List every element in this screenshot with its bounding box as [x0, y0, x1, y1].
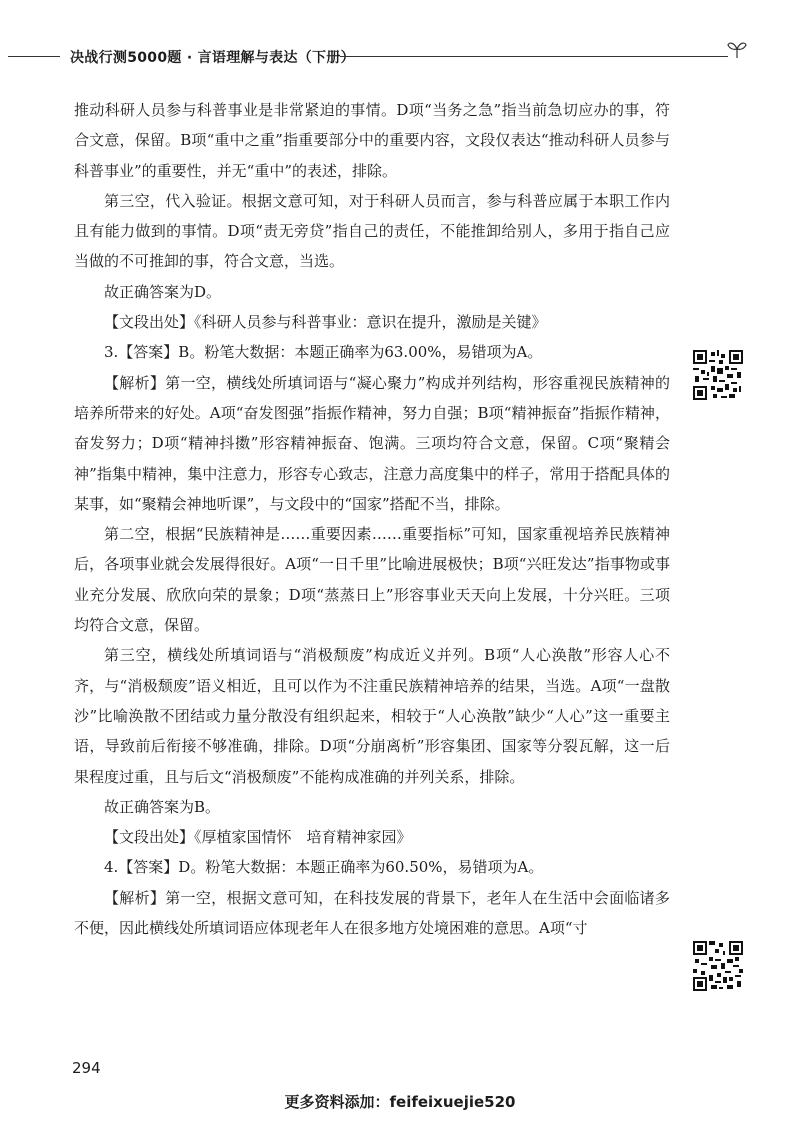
- question-answer-line: 4.【答案】D。粉笔大数据：本题正确率为60.50%，易错项为A。: [104, 858, 544, 877]
- paragraph: 第三空，代入验证。根据文意可知，对于科研人员而言，参与科普应属于本职工作内且有能力做到的事情。D项“责无旁贷”指自己的责任，不能推卸给别人，多用于指自己应当做的不可推卸的事，符合文意，当选。: [74, 191, 670, 271]
- header-rule-left: [8, 56, 60, 57]
- header-title: 决战行测5000题 · 言语理解与表达（下册）: [70, 50, 355, 66]
- paragraph: 推动科研人员参与科普事业是非常紧迫的事情。D项“当务之急”指当前急切应办的事，符合文意，保留。B项“重中之重”指重要部分中的重要内容，文段仅表达“推动科研人员参与科普事业”的重要性，并无“重中”的表述，排除。: [74, 101, 670, 180]
- header-rule-right: [340, 56, 728, 57]
- sprout-icon: [726, 38, 748, 60]
- main-text: [74, 95, 670, 943]
- qr-code-icon: [693, 941, 743, 991]
- paragraph: 【解析】第一空，根据文意可知，在科技发展的背景下，老年人在生活中会面临诸多不便，因此横线处所填词语应体现老年人在很多地方处境困难的意思。A项“寸: [74, 888, 670, 938]
- running-header: [0, 44, 800, 68]
- paragraph: 【解析】第一空，横线处所填词语与“凝心聚力”构成并列结构，形容重视民族精神的培养所带来的好处。A项“奋发图强”指振作精神，努力自强；B项“精神振奋”指振作精神，奋发努力；D项“精神抖擞”形容精神振奋、饱满。三项均符合文意，保留。C项“聚精会神”指集中精神，集中注意力，形容专心致志，注意力高度集中的样子，常用于搭配具体的某事，如“聚精会神地听课”，与文段中的“国家”搭配不当，排除。: [74, 373, 670, 513]
- paragraph: 第二空，根据“民族精神是……重要因素……重要指标”可知，国家重视培养民族精神后，各项事业就会发展得很好。A项“一日千里”比喻进展极快；B项“兴旺发达”指事物或事业充分发展、欣欣向荣的景象；D项“蒸蒸日上”形容事业天天向上发展，十分兴旺。三项均符合文意，保留。: [74, 525, 670, 635]
- answer-line: 故正确答案为B。: [104, 797, 221, 816]
- source-line: 【文段出处】《厚植家国情怀 培育精神家园》: [104, 828, 412, 847]
- page-number: 294: [72, 1059, 101, 1077]
- question-answer-line: 3.【答案】B。粉笔大数据：本题正确率为63.00%，易错项为A。: [104, 343, 543, 362]
- answer-line: 故正确答案为D。: [104, 282, 222, 301]
- paragraph: 第三空，横线处所填词语与“消极颓废”构成近义并列。B项“人心涣散”形容人心不齐，与“消极颓废”语义相近，且可以作为不注重民族精神培养的结果，当选。A项“一盘散沙”比喻涣散不团结或力量分散没有组织起来，相较于“人心涣散”缺少“人心”这一重要主语，导致前后衔接不够准确，排除。D项“分崩离析”形容集团、国家等分裂瓦解，这一后果程度过重，且与后文“消极颓废”不能构成准确的并列关系，排除。: [74, 646, 670, 786]
- source-line: 【文段出处】《科研人员参与科普事业：意识在提升，激励是关键》: [104, 313, 547, 332]
- qr-code-icon: [693, 350, 743, 400]
- footer-note: 更多资料添加：feifeixuejie520: [284, 1093, 516, 1111]
